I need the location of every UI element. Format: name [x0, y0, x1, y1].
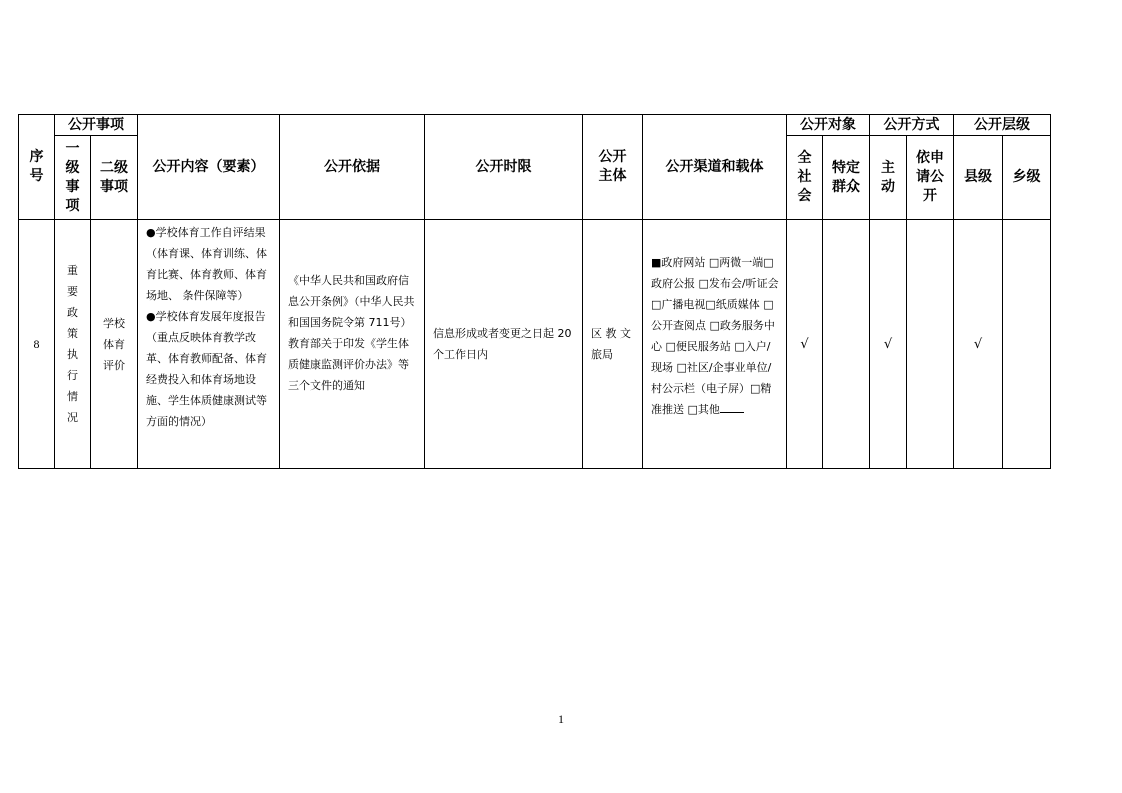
cell-level1 — [55, 220, 91, 469]
disclosure-table — [18, 114, 1051, 469]
header-subject — [583, 115, 643, 220]
header-specific-group — [823, 136, 870, 220]
other-blank-line — [720, 401, 744, 413]
header-active — [870, 136, 907, 220]
content-item-self-evaluation: ●学校体育工作自评结果（体育课、体育训练、体育比赛、体育教师、体育场地、 条件保障等） — [146, 226, 267, 302]
header-basis: 公开依据 — [280, 115, 425, 220]
cell-time-limit: 信息形成或者变更之日起 20 个工作日内 — [425, 220, 583, 469]
cell-level1-text: 重要政策执行情况 — [67, 264, 78, 424]
header-content: 公开内容（要素） — [138, 115, 280, 220]
cell-specific-group — [823, 220, 870, 469]
header-time-limit: 公开时限 — [425, 115, 583, 220]
header-level1 — [55, 136, 91, 220]
header-level: 公开层级 — [954, 115, 1051, 136]
cell-content — [138, 220, 280, 469]
header-by-request-label: 依申请公开 — [916, 150, 944, 204]
header-level2 — [91, 136, 138, 220]
header-seq — [19, 115, 55, 220]
cell-level2 — [91, 220, 138, 469]
table-row — [19, 220, 1051, 469]
page-number: 1 — [558, 712, 564, 726]
header-active-label: 主动 — [881, 159, 895, 195]
header-level2-label: 二级事项 — [100, 159, 128, 195]
cell-level2-text: 学校体育评价 — [103, 316, 125, 372]
cell-channels — [643, 220, 787, 469]
header-county: 县级 — [954, 136, 1003, 220]
header-whole-society — [787, 136, 823, 220]
header-channels: 公开渠道和载体 — [643, 115, 787, 220]
cell-county: √ — [954, 220, 1003, 469]
cell-subject: 区 教 文 旅局 — [583, 220, 643, 469]
cell-township — [1003, 220, 1051, 469]
header-subject-label: 公开主体 — [598, 149, 627, 184]
header-level1-label: 一级事项 — [65, 140, 80, 214]
header-seq-label: 序号 — [29, 149, 44, 184]
channels-text: ■政府网站 □两微一端□政府公报 □发布会/听证会 □广播电视□纸质媒体 □公开查阅点 □政务服务中心 □便民服务站 □入户/现场 □社区/企事业单位/村公示栏（电子屏）□精准推送 □其他 — [651, 256, 779, 416]
cell-whole-society: √ — [787, 220, 823, 469]
header-specific-group-label: 特定群众 — [832, 159, 860, 195]
cell-active: √ — [870, 220, 907, 469]
header-township: 乡级 — [1003, 136, 1051, 220]
header-public-items: 公开事项 — [55, 115, 138, 136]
header-by-request — [907, 136, 954, 220]
cell-by-request — [907, 220, 954, 469]
cell-basis: 《中华人民共和国政府信息公开条例》（中华人民共和国国务院令第 711号）教育部关于印发《学生体质健康监测评价办法》等三个文件的通知 — [280, 220, 425, 469]
cell-seq: 8 — [19, 220, 55, 469]
header-audience: 公开对象 — [787, 115, 870, 136]
header-whole-society-label: 全社会 — [797, 150, 812, 204]
header-method: 公开方式 — [870, 115, 954, 136]
content-item-annual-report: ●学校体育发展年度报告（重点反映体育教学改革、体育教师配备、体育经费投入和体育场地设施、学生体质健康测试等方面的情况） — [146, 310, 267, 428]
